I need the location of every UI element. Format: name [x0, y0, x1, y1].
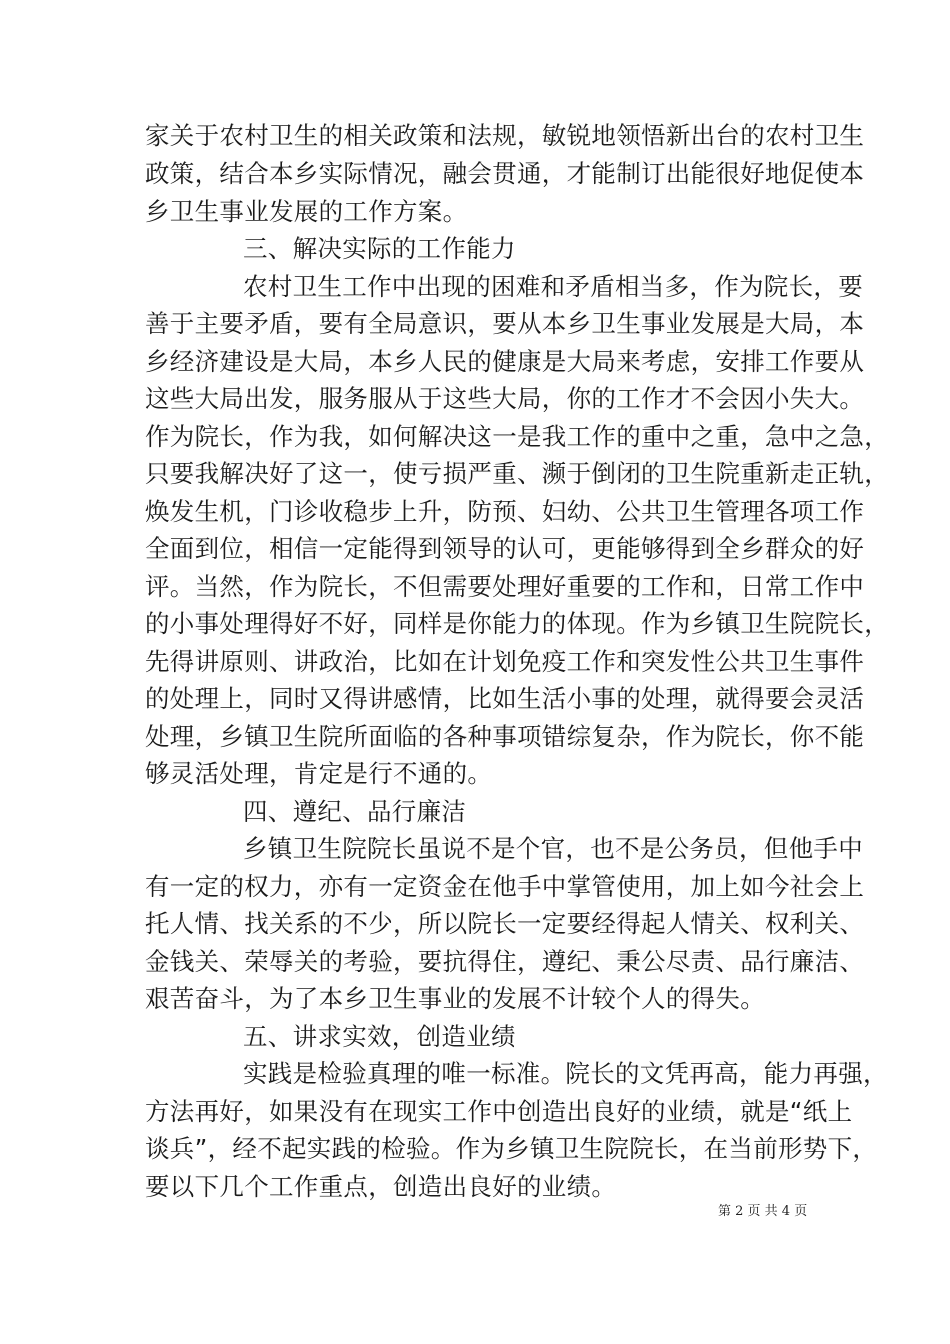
page-number-footer: 第 2 页 共 4 页: [718, 1204, 808, 1219]
paragraph-line: 有一定的权力，亦有一定资金在他手中掌管使用，加上如今社会上: [145, 872, 865, 901]
section-heading: 四、遵纪、品行廉洁: [243, 797, 467, 826]
paragraph-line: 要以下几个工作重点，创造出良好的业绩。: [145, 1172, 617, 1201]
paragraph-line: 评。当然，作为院长，不但需要处理好重要的工作和，日常工作中: [145, 572, 865, 601]
paragraph-line: 乡经济建设是大局，本乡人民的健康是大局来考虑，安排工作要从: [145, 347, 865, 376]
paragraph-line: 农村卫生工作中出现的困难和矛盾相当多，作为院长，要: [243, 272, 863, 301]
paragraph-line: 的处理上，同时又得讲感情，比如生活小事的处理，就得要会灵活: [145, 684, 865, 713]
paragraph-line: 作为院长，作为我，如何解决这一是我工作的重中之重，急中之急，: [145, 422, 889, 451]
section-heading: 五、讲求实效，创造业绩: [243, 1022, 516, 1051]
paragraph-line: 托人情、找关系的不少，所以院长一定要经得起人情关、权利关、: [145, 909, 865, 938]
paragraph-line: 艰苦奋斗，为了本乡卫生事业的发展不计较个人的得失。: [145, 984, 765, 1013]
paragraph-line: 家关于农村卫生的相关政策和法规，敏锐地领悟新出台的农村卫生: [145, 121, 865, 150]
paragraph-line: 焕发生机，门诊收稳步上升，防预、妇幼、公共卫生管理各项工作: [145, 497, 865, 526]
paragraph-line: 只要我解决好了这一，使亏损严重、濒于倒闭的卫生院重新走正轨，: [145, 459, 889, 488]
paragraph-line: 方法再好，如果没有在现实工作中创造出良好的业绩，就是“纸上: [145, 1097, 853, 1126]
paragraph-line: 的小事处理得好不好，同样是你能力的体现。作为乡镇卫生院院长，: [145, 609, 889, 638]
paragraph-line: 乡卫生事业发展的工作方案。: [145, 197, 468, 226]
paragraph-line: 够灵活处理，肯定是行不通的。: [145, 759, 493, 788]
paragraph-line: 善于主要矛盾，要有全局意识，要从本乡卫生事业发展是大局，本: [145, 309, 865, 338]
section-heading: 三、解决实际的工作能力: [243, 234, 516, 263]
paragraph-line: 政策，结合本乡实际情况，融会贯通，才能制订出能很好地促使本: [145, 159, 865, 188]
paragraph-line: 处理，乡镇卫生院所面临的各种事项错综复杂，作为院长，你不能: [145, 722, 865, 751]
paragraph-line: 金钱关、荣辱关的考验，要抗得住，遵纪、秉公尽责、品行廉洁、: [145, 947, 865, 976]
paragraph-line: 先得讲原则、讲政治，比如在计划免疫工作和突发性公共卫生事件: [145, 647, 865, 676]
paragraph-line: 谈兵”，经不起实践的检验。作为乡镇卫生院院长，在当前形势下，: [145, 1134, 878, 1163]
paragraph-line: 全面到位，相信一定能得到领导的认可，更能够得到全乡群众的好: [145, 534, 865, 563]
paragraph-line: 实践是检验真理的唯一标准。院长的文凭再高，能力再强，: [243, 1059, 888, 1088]
paragraph-line: 这些大局出发，服务服从于这些大局，你的工作才不会因小失大。: [145, 384, 865, 413]
paragraph-line: 乡镇卫生院院长虽说不是个官，也不是公务员，但他手中: [243, 834, 863, 863]
